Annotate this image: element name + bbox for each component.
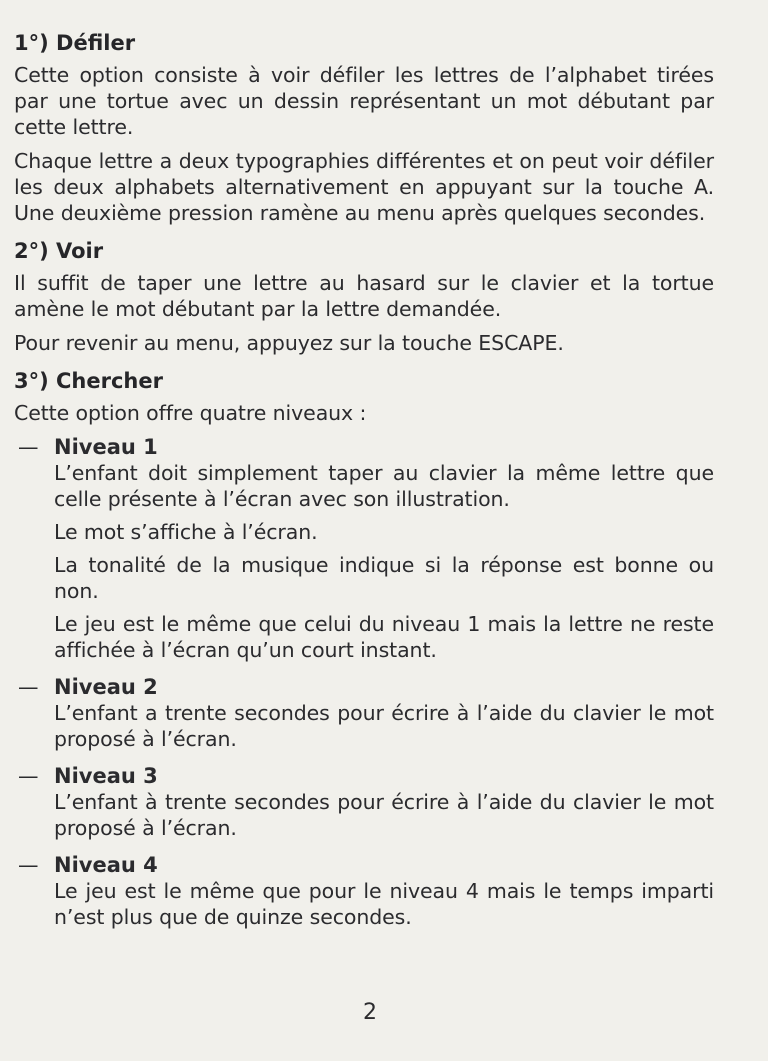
level-title: Niveau 3 (54, 764, 158, 788)
section-defiler (14, 30, 714, 226)
section-voir (14, 238, 714, 356)
paragraph: Le mot s’affiche à l’écran. (54, 520, 318, 544)
paragraph: Il suffit de taper une lettre au hasard sur le clavier et la tortue amène le mot débutant par la lettre demandée. (14, 271, 714, 321)
paragraph: Cette option offre quatre niveaux : (14, 401, 367, 425)
section-title-defiler: 1°) Défiler (14, 31, 136, 55)
level-4 (14, 852, 714, 937)
paragraph: L’enfant à trente secondes pour écrire à l’aide du clavier le mot proposé à l’écran. (54, 790, 714, 840)
dash-bullet: — (18, 853, 39, 877)
dash-bullet: — (18, 764, 39, 788)
dash-bullet: — (18, 435, 39, 459)
paragraph: Cette option consiste à voir défiler les lettres de l’alphabet tirées par une tortue avec un dessin représentant un mot débutant par cette lettre. (14, 63, 714, 139)
paragraph: Le jeu est le même que pour le niveau 4 mais le temps imparti n’est plus que de quinze secondes. (54, 879, 714, 929)
section-title-voir: 2°) Voir (14, 239, 104, 263)
level-title: Niveau 4 (54, 853, 158, 877)
level-title: Niveau 1 (54, 435, 158, 459)
paragraph: Chaque lettre a deux typographies différentes et on peut voir défiler les deux alphabets alternativement en appuyant sur la touche A. Une deuxième pression ramène au menu après quelques secondes. (14, 149, 714, 225)
level-3 (14, 763, 714, 848)
page-number: 2 (363, 1000, 377, 1025)
section-title-chercher: 3°) Chercher (14, 369, 163, 393)
paragraph: L’enfant doit simplement taper au clavier la même lettre que celle présente à l’écran avec son illustration. (54, 461, 714, 511)
paragraph: Le jeu est le même que celui du niveau 1 mais la lettre ne reste affichée à l’écran qu’un court instant. (54, 612, 714, 662)
level-1 (14, 434, 714, 670)
paragraph: Pour revenir au menu, appuyez sur la touche ESCAPE. (14, 331, 564, 355)
dash-bullet: — (18, 675, 39, 699)
section-chercher (14, 368, 714, 937)
paragraph: L’enfant a trente secondes pour écrire à l’aide du clavier le mot proposé à l’écran. (54, 701, 714, 751)
level-title: Niveau 2 (54, 675, 158, 699)
paragraph: La tonalité de la musique indique si la réponse est bonne ou non. (54, 553, 714, 603)
level-2 (14, 674, 714, 759)
